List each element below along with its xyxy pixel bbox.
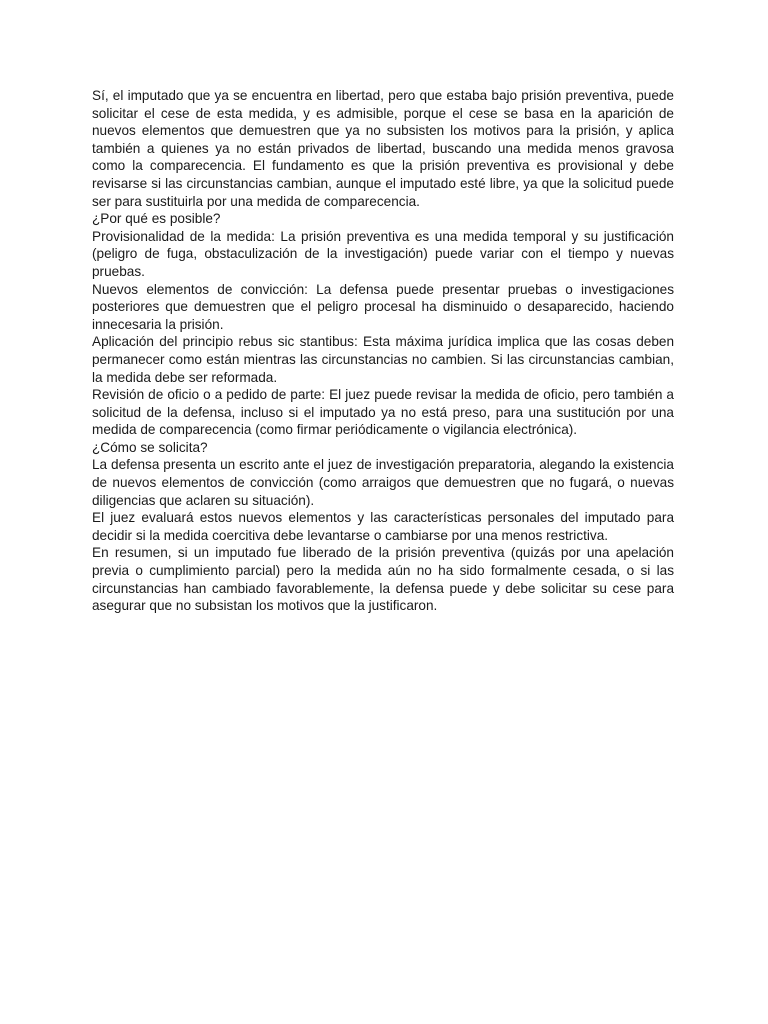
- heading-como-se-solicita: ¿Cómo se solicita?: [92, 439, 208, 455]
- paragraph-provisionalidad: Provisionalidad de la medida: La prisión preventiva es una medida temporal y su justificación (peligro de fuga, obstaculización de la investigación) puede variar con el tiempo y nuevas pruebas.: [92, 228, 674, 279]
- heading-por-que: ¿Por qué es posible?: [92, 211, 221, 227]
- paragraph-rebus-sic-stantibus: Aplicación del principio rebus sic stantibus: Esta máxima jurídica implica que las cosas deben permanecer como están mientras las circunstancias no cambien. Si las circunstancias cambian, la medida debe ser reformada.: [92, 334, 674, 385]
- paragraph-nuevos-elementos: Nuevos elementos de convicción: La defensa puede presentar pruebas o investigaciones posteriores que demuestren que el peligro procesal ha disminuido o desaparecido, haciendo innecesaria la prisión.: [92, 281, 674, 332]
- paragraph-escrito-defensa: La defensa presenta un escrito ante el juez de investigación preparatoria, alegando la existencia de nuevos elementos de convicción (como arraigos que demuestren que no fugará, o nuevas diligencias que aclaren su situación).: [92, 457, 674, 508]
- paragraph-resumen: En resumen, si un imputado fue liberado de la prisión preventiva (quizás por una apelación previa o cumplimiento parcial) pero la medida aún no ha sido formalmente cesada, o si las circunstancias han cambiado favorablemente, la defensa puede y debe solicitar su cese para asegurar que no subsistan los motivos que la justificaron.: [92, 545, 674, 614]
- paragraph-revision-de-oficio: Revisión de oficio o a pedido de parte: El juez puede revisar la medida de oficio, pero también a solicitud de la defensa, incluso si el imputado ya no está preso, para una sustitución por una medida de comparecencia (como firmar periódicamente o vigilancia electrónica).: [92, 387, 674, 438]
- document-page: [92, 87, 674, 615]
- paragraph-juez-evaluara: El juez evaluará estos nuevos elementos y las características personales del imputado para decidir si la medida coercitiva debe levantarse o cambiarse por una menos restrictiva.: [92, 510, 674, 543]
- paragraph-intro: Sí, el imputado que ya se encuentra en libertad, pero que estaba bajo prisión preventiva, puede solicitar el cese de esta medida, y es admisible, porque el cese se basa en la aparición de nuevos elementos que demuestren que ya no subsisten los motivos para la prisión, y aplica también a quienes ya no están privados de libertad, buscando una medida menos gravosa como la comparecencia. El fundamento es que la prisión preventiva es provisional y debe revisarse si las circunstancias cambian, aunque el imputado esté libre, ya que la solicitud puede ser para sustituirla por una medida de comparecencia.: [92, 88, 674, 209]
